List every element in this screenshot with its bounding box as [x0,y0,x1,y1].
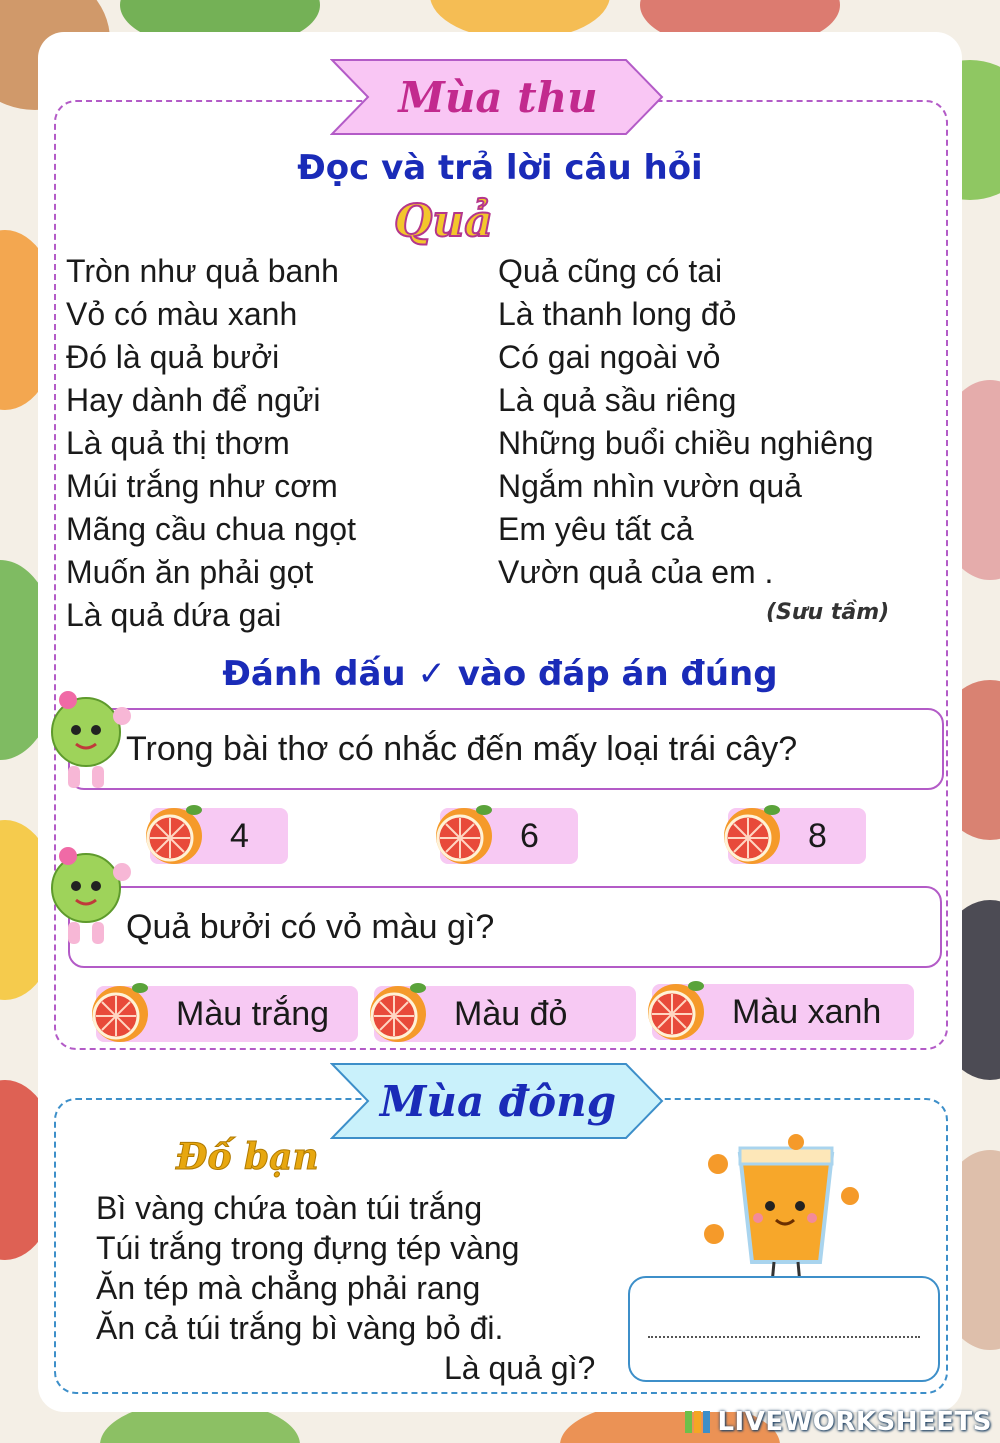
answer-line[interactable] [648,1336,920,1338]
poem-title: Quả [394,196,493,247]
poem-line: Hay dành để ngửi [66,382,321,418]
riddle-answer-box[interactable] [628,1276,940,1382]
autumn-banner [330,58,666,136]
poem-credit: (Sưu tầm) [766,600,890,625]
poem-right-column [498,250,873,594]
poem-line: Những buổi chiều nghiêng [498,425,874,461]
poem-line: Là quả sầu riêng [498,382,737,418]
juice-glass-icon [700,1134,870,1298]
poem-left-column [66,250,356,637]
poem-line: Đó là quả bưởi [66,339,280,375]
reading-heading: Đọc và trả lời câu hỏi [297,148,703,188]
riddle-line: Bì vàng chứa toàn túi trắng [96,1190,483,1226]
question-2 [68,886,942,968]
answer-option[interactable] [374,986,636,1042]
liveworksheets-logo [685,1407,992,1437]
riddle-question: Là quả gì? [444,1350,596,1386]
riddle-title: Đố bạn [176,1136,319,1178]
grapefruit-icon [362,976,438,1046]
poem-line: Là thanh long đỏ [498,296,737,332]
answer-option[interactable] [96,986,358,1042]
poem-line: Vườn quả của em . [498,554,774,590]
option-label: Màu trắng [176,994,330,1033]
poem-line: Em yêu tất cả [498,511,694,547]
pomelo-mascot-icon [38,836,134,956]
option-label: 8 [808,816,827,855]
question-1 [68,708,944,790]
liveworksheets-mark-icon [685,1409,711,1435]
poem-line: Ngắm nhìn vườn quả [498,468,802,504]
autumn-banner-title: Mùa thu [398,72,598,122]
grapefruit-icon [84,976,160,1046]
answer-option[interactable] [652,984,914,1040]
poem-line: Là quả thị thơm [66,425,290,461]
answer-option[interactable] [150,808,288,864]
grapefruit-icon [138,798,214,868]
poem-line: Có gai ngoài vỏ [498,339,721,375]
task-heading: Đánh dấu ✓ vào đáp án đúng [222,654,778,694]
liveworksheets-brand: LIVEWORKSHEETS [717,1407,992,1437]
winter-banner [330,1062,666,1140]
option-label: 4 [230,816,249,855]
poem-line: Quả cũng có tai [498,253,723,289]
winter-banner-title: Mùa đông [379,1076,617,1126]
poem-line: Vỏ có màu xanh [66,296,298,332]
riddle-line: Ăn tép mà chẳng phải rang [96,1270,481,1306]
poem-line: Là quả dứa gai [66,597,282,633]
poem-line: Múi trắng như cơm [66,468,338,504]
poem-line: Muốn ăn phải gọt [66,554,314,590]
poem-line: Mãng cầu chua ngọt [66,511,356,547]
question-1-text: Trong bài thơ có nhắc đến mấy loại trái cây? [126,729,798,768]
grapefruit-icon [428,798,504,868]
answer-option[interactable] [728,808,866,864]
answer-option[interactable] [440,808,578,864]
poem-line: Tròn như quả banh [66,253,339,289]
option-label: 6 [520,816,539,855]
grapefruit-icon [716,798,792,868]
option-label: Màu xanh [732,992,882,1031]
option-label: Màu đỏ [454,994,568,1033]
riddle-line: Túi trắng trong đựng tép vàng [96,1230,520,1266]
riddle-line: Ăn cả túi trắng bì vàng bỏ đi. [96,1310,504,1346]
pomelo-mascot-icon [38,680,134,800]
grapefruit-icon [640,974,716,1044]
question-2-text: Quả bưởi có vỏ màu gì? [126,907,495,946]
